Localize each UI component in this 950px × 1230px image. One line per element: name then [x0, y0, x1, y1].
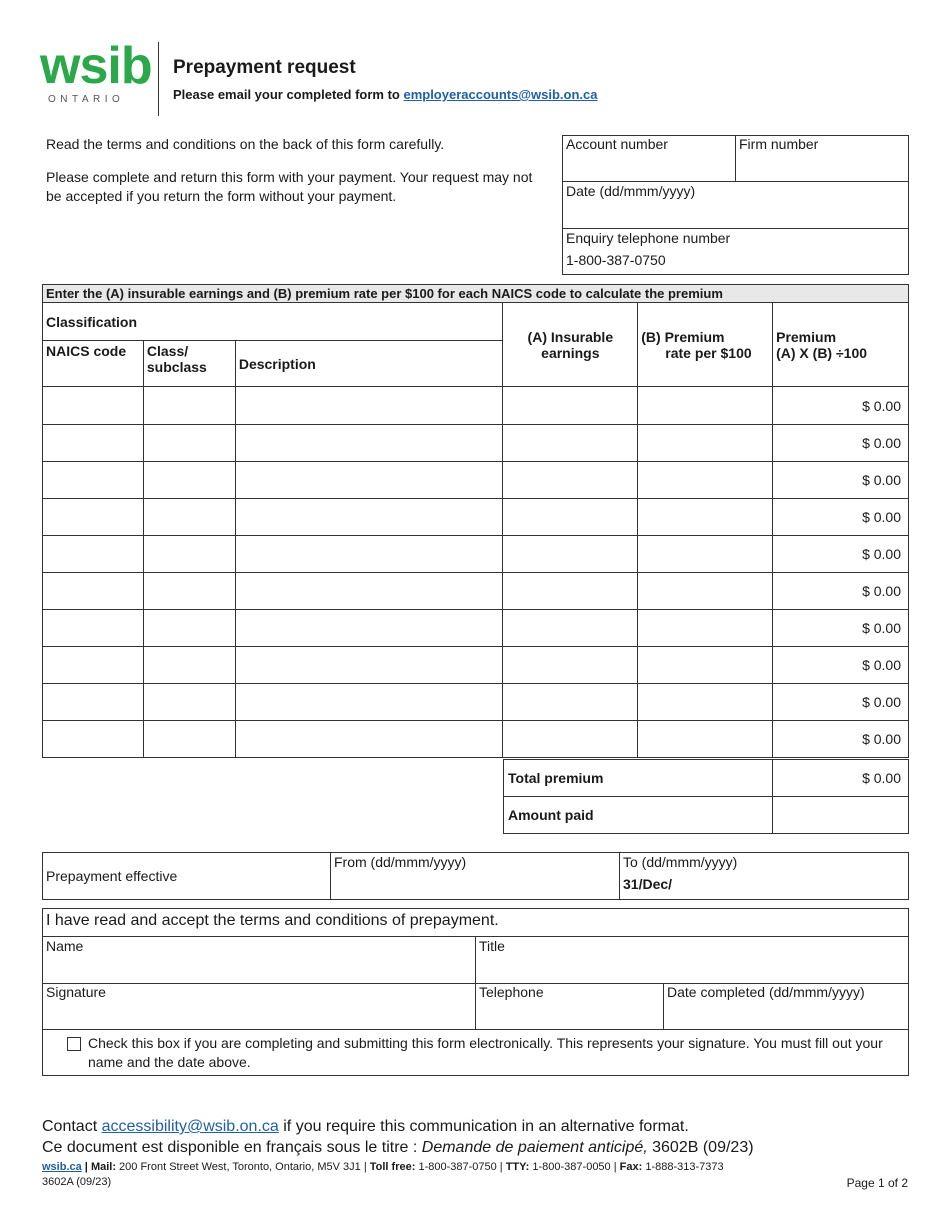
logo-subtext: ONTARIO: [48, 94, 125, 105]
rate-header-line1: (B) Premium: [641, 328, 725, 345]
contact-details: [42, 1161, 724, 1173]
insurable-earnings-cell[interactable]: [503, 462, 638, 499]
intro-line-1: Read the terms and conditions on the back of this form carefully.: [46, 136, 445, 152]
description-cell[interactable]: [235, 387, 503, 425]
class-subclass-cell[interactable]: [143, 425, 235, 462]
tty-label: TTY:: [505, 1161, 530, 1173]
premium-cell: $ 0.00: [773, 425, 909, 462]
naics-code-cell[interactable]: [43, 721, 144, 758]
class-subclass-header: Class/ subclass: [143, 341, 235, 387]
description-cell[interactable]: [235, 462, 503, 499]
account-number-field[interactable]: Account number: [566, 136, 668, 152]
class-subclass-cell[interactable]: [143, 684, 235, 721]
description-cell[interactable]: [235, 721, 503, 758]
tty-value: 1-800-387-0050 |: [529, 1161, 620, 1173]
premium-cell: $ 0.00: [773, 684, 909, 721]
intro-line-2: Please complete and return this form with your payment. Your request may not be accepted if you return the form without your payment.: [46, 169, 533, 204]
premium-table: [42, 284, 909, 758]
premium-cell: $ 0.00: [773, 387, 909, 425]
enquiry-phone-value: 1-800-387-0750: [566, 252, 666, 268]
name-field[interactable]: Name: [46, 938, 84, 954]
table-row: [43, 536, 909, 573]
enquiry-phone-label: Enquiry telephone number: [566, 230, 731, 246]
contact-prefix: Contact: [42, 1118, 102, 1135]
table-row: [43, 610, 909, 647]
prepayment-effective-label: Prepayment effective: [46, 868, 178, 884]
classification-header: Classification: [43, 303, 503, 341]
premium-rate-cell[interactable]: [638, 573, 773, 610]
insurable-header-line2: earnings: [541, 344, 600, 361]
premium-rate-cell[interactable]: [638, 721, 773, 758]
premium-header-line1: Premium: [776, 328, 837, 345]
prepay-divider-2: [619, 852, 620, 900]
table-row: [43, 462, 909, 499]
french-title: Demande de paiement anticipé,: [421, 1139, 648, 1156]
premium-rate-cell[interactable]: [638, 462, 773, 499]
french-prefix: Ce document est disponible en français sous le titre :: [42, 1139, 422, 1156]
premium-rate-header: [638, 303, 773, 387]
description-cell[interactable]: [235, 536, 503, 573]
insurable-earnings-cell[interactable]: [503, 499, 638, 536]
premium-cell: $ 0.00: [773, 536, 909, 573]
fax-value: 1-888-313-7373: [642, 1161, 724, 1173]
page-title: Prepayment request: [173, 57, 356, 78]
table-row: [43, 499, 909, 536]
premium-rate-cell[interactable]: [638, 425, 773, 462]
premium-cell: $ 0.00: [773, 721, 909, 758]
premium-rate-cell[interactable]: [638, 499, 773, 536]
rate-header-line2: rate per $100: [665, 344, 752, 361]
insurable-earnings-cell[interactable]: [503, 573, 638, 610]
fax-label: Fax:: [619, 1161, 643, 1173]
naics-code-cell[interactable]: [43, 536, 144, 573]
page-subtitle: [173, 87, 597, 102]
page-number: Page 1 of 2: [846, 1176, 908, 1190]
premium-cell: $ 0.00: [773, 462, 909, 499]
checkbox-square[interactable]: [67, 1037, 81, 1051]
prepay-divider-1: [330, 852, 331, 900]
naics-code-cell[interactable]: [43, 499, 144, 536]
form-code: 3602A (09/23): [42, 1176, 112, 1188]
insurable-header-line1: (A) Insurable: [527, 328, 614, 345]
subtitle-text: Please email your completed form to: [173, 87, 404, 102]
premium-cell: $ 0.00: [773, 610, 909, 647]
to-date-label: To (dd/mmm/yyyy): [623, 854, 738, 870]
table-row: [43, 387, 909, 425]
date-completed-field[interactable]: Date completed (dd/mmm/yyyy): [667, 984, 865, 1000]
from-date-field[interactable]: From (dd/mmm/yyyy): [334, 854, 467, 870]
class-subclass-cell[interactable]: [143, 462, 235, 499]
mail-label: | Mail:: [81, 1161, 116, 1173]
premium-rate-cell[interactable]: [638, 647, 773, 684]
electronic-submit-checkbox[interactable]: [67, 1037, 81, 1056]
wsib-logo: wsib: [40, 37, 152, 95]
account-hline-2: [562, 228, 909, 229]
naics-code-header: NAICS code: [43, 341, 144, 387]
firm-number-field[interactable]: Firm number: [739, 136, 819, 152]
class-subclass-cell[interactable]: [143, 536, 235, 573]
insurable-earnings-cell[interactable]: [503, 684, 638, 721]
accessibility-email-link[interactable]: accessibility@wsib.on.ca: [101, 1118, 279, 1135]
class-subclass-cell[interactable]: [143, 499, 235, 536]
total-premium-label: Total premium: [504, 760, 773, 797]
table-row: [43, 425, 909, 462]
class-subclass-cell[interactable]: [143, 721, 235, 758]
insurable-earnings-header: [503, 303, 638, 387]
premium-header-line2: (A) X (B) ÷100: [776, 344, 868, 361]
naics-code-cell[interactable]: [43, 573, 144, 610]
date-field[interactable]: Date (dd/mmm/yyyy): [566, 183, 696, 199]
class-subclass-cell[interactable]: [143, 387, 235, 425]
french-line: [42, 1139, 754, 1157]
accept-vline-1: [475, 936, 476, 1030]
premium-rate-cell[interactable]: [638, 684, 773, 721]
naics-code-cell[interactable]: [43, 684, 144, 721]
table-row: [43, 721, 909, 758]
premium-cell: $ 0.00: [773, 647, 909, 684]
title-field[interactable]: Title: [479, 938, 505, 954]
tollfree-value: 1-800-387-0750 |: [415, 1161, 506, 1173]
total-premium-value: $ 0.00: [773, 760, 909, 797]
description-cell[interactable]: [235, 610, 503, 647]
premium-rate-cell[interactable]: [638, 536, 773, 573]
naics-code-cell[interactable]: [43, 610, 144, 647]
contact-suffix: if you require this communication in an alternative format.: [278, 1118, 689, 1135]
description-cell[interactable]: [235, 573, 503, 610]
tollfree-label: Toll free:: [369, 1161, 416, 1173]
acceptance-statement: I have read and accept the terms and conditions of prepayment.: [46, 912, 499, 929]
naics-code-cell[interactable]: [43, 425, 144, 462]
naics-code-cell[interactable]: [43, 462, 144, 499]
description-cell[interactable]: [235, 499, 503, 536]
premium-rate-cell[interactable]: [638, 610, 773, 647]
description-cell[interactable]: [235, 684, 503, 721]
description-header: Description: [235, 341, 503, 387]
amount-paid-label: Amount paid: [504, 797, 773, 834]
class-subclass-cell[interactable]: [143, 573, 235, 610]
table-row: [43, 684, 909, 721]
french-suffix: 3602B (09/23): [647, 1139, 754, 1156]
premium-cell: $ 0.00: [773, 499, 909, 536]
table-instruction: Enter the (A) insurable earnings and (B) premium rate per $100 for each NAICS code to calculate the premium: [43, 285, 909, 303]
account-divider: [735, 135, 736, 182]
telephone-field[interactable]: Telephone: [479, 984, 544, 1000]
premium-rate-cell[interactable]: [638, 387, 773, 425]
insurable-earnings-cell[interactable]: [503, 721, 638, 758]
to-date-field[interactable]: 31/Dec/: [623, 876, 673, 892]
header-divider: [158, 42, 159, 116]
table-row: [43, 573, 909, 610]
wsib-site-link[interactable]: wsib.ca: [42, 1161, 82, 1173]
premium-cell: $ 0.00: [773, 573, 909, 610]
totals-table: [503, 759, 909, 834]
description-cell[interactable]: [235, 425, 503, 462]
signature-field[interactable]: Signature: [46, 984, 106, 1000]
mail-value: 200 Front Street West, Toronto, Ontario, M5V 3J1 |: [116, 1161, 370, 1173]
class-subclass-cell[interactable]: [143, 647, 235, 684]
naics-code-cell[interactable]: [43, 647, 144, 684]
accept-vline-2: [663, 983, 664, 1030]
insurable-earnings-cell[interactable]: [503, 647, 638, 684]
contact-line: [42, 1118, 689, 1136]
class-subclass-cell[interactable]: [143, 610, 235, 647]
table-row: [43, 647, 909, 684]
insurable-earnings-cell[interactable]: [503, 610, 638, 647]
insurable-earnings-cell[interactable]: [503, 425, 638, 462]
insurable-earnings-cell[interactable]: [503, 536, 638, 573]
amount-paid-field[interactable]: [773, 797, 909, 834]
employer-email-link[interactable]: employeraccounts@wsib.on.ca: [403, 87, 598, 102]
checkbox-text: Check this box if you are completing and submitting this form electronically. This represents your signature. You must fill out your name and the date above.: [88, 1035, 883, 1070]
premium-header: [773, 303, 909, 387]
account-hline-1: [562, 181, 909, 182]
description-cell[interactable]: [235, 647, 503, 684]
insurable-earnings-cell[interactable]: [503, 387, 638, 425]
naics-code-cell[interactable]: [43, 387, 144, 425]
